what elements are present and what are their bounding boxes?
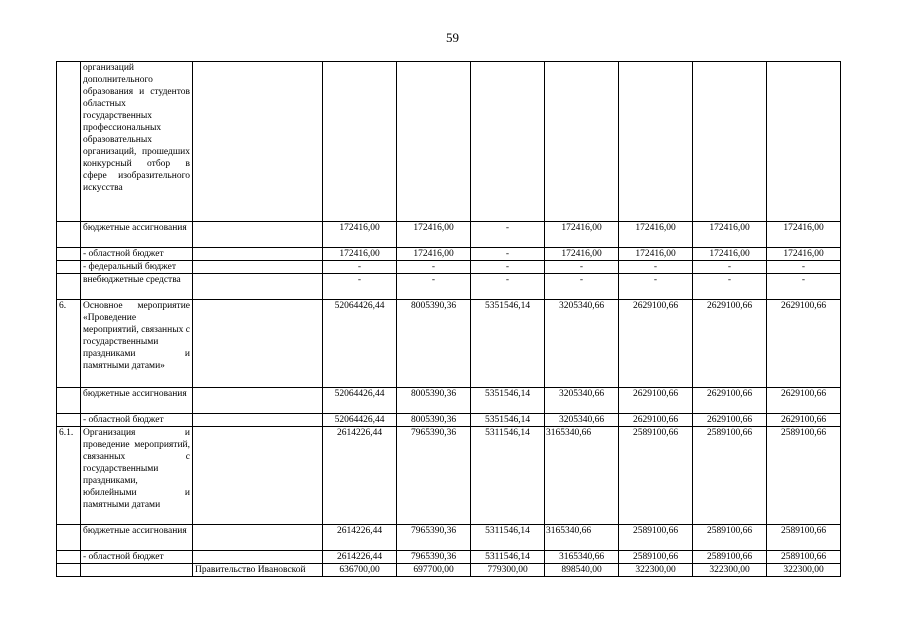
row-description: - федеральный бюджет — [81, 261, 193, 274]
table-cell: - — [619, 274, 693, 300]
table-cell: 172416,00 — [619, 222, 693, 248]
table-cell: 172416,00 — [323, 222, 397, 248]
table-cell: - — [471, 248, 545, 261]
table-cell: 2589100,66 — [619, 525, 693, 551]
table-cell — [619, 62, 693, 222]
table-cell: 52064426,44 — [323, 414, 397, 427]
table-row — [57, 427, 841, 525]
table-cell: - — [767, 274, 841, 300]
table-cell: 2589100,66 — [693, 427, 767, 525]
table-row — [57, 248, 841, 261]
table-row — [57, 261, 841, 274]
table-cell: 2629100,66 — [693, 300, 767, 388]
table-cell: 2629100,66 — [693, 414, 767, 427]
table-cell: 2589100,66 — [619, 551, 693, 564]
row-description: бюджетные ассигнования — [81, 388, 193, 414]
table-cell: - — [693, 261, 767, 274]
table-cell: 172416,00 — [767, 248, 841, 261]
table-cell: - — [397, 274, 471, 300]
table-cell: 8005390,36 — [397, 300, 471, 388]
table-cell — [693, 62, 767, 222]
table-cell: 2589100,66 — [619, 427, 693, 525]
table-cell: 3205340,66 — [545, 414, 619, 427]
table-cell: 322300,00 — [619, 564, 693, 577]
table-cell — [545, 62, 619, 222]
table-cell: 636700,00 — [323, 564, 397, 577]
table-cell: 8005390,36 — [397, 388, 471, 414]
row-description: - областной бюджет — [81, 414, 193, 427]
table-cell: 2614226,44 — [323, 525, 397, 551]
row-number: 6. — [57, 300, 81, 388]
table-cell: 172416,00 — [545, 248, 619, 261]
table-cell: - — [471, 274, 545, 300]
table-cell: 2589100,66 — [693, 551, 767, 564]
table-cell: 2589100,66 — [767, 551, 841, 564]
page-number: 59 — [446, 30, 459, 45]
table-cell: 52064426,44 — [323, 300, 397, 388]
row-description: Основное мероприятие «Проведение мероприятий, связанных с государственными праздниками и памятными датами» — [81, 300, 193, 388]
table-cell: - — [545, 261, 619, 274]
table-cell: 2614226,44 — [323, 551, 397, 564]
table-cell: 2629100,66 — [767, 414, 841, 427]
table-cell: 779300,00 — [471, 564, 545, 577]
table-cell: 52064426,44 — [323, 388, 397, 414]
table-cell: 5351546,14 — [471, 300, 545, 388]
table-row — [57, 300, 841, 388]
table-row — [57, 274, 841, 300]
table-cell: - — [471, 222, 545, 248]
table-cell: - — [397, 261, 471, 274]
table-row — [57, 551, 841, 564]
row-executor — [193, 427, 323, 525]
table-cell: 5351546,14 — [471, 414, 545, 427]
table-cell: 697700,00 — [397, 564, 471, 577]
table-cell: 172416,00 — [323, 248, 397, 261]
row-description: Организация и проведение мероприятий, связанных с государственными праздниками, юбилейными и памятными датами — [81, 427, 193, 525]
table-cell: 2629100,66 — [693, 388, 767, 414]
table-cell: 5311546,14 — [471, 427, 545, 525]
row-executor — [193, 261, 323, 274]
row-description: бюджетные ассигнования — [81, 525, 193, 551]
table-cell: - — [619, 261, 693, 274]
table-cell: 3205340,66 — [545, 388, 619, 414]
table-cell: 2614226,44 — [323, 427, 397, 525]
table-cell: - — [693, 274, 767, 300]
table-cell: 2589100,66 — [693, 525, 767, 551]
row-executor — [193, 551, 323, 564]
row-number — [57, 222, 81, 248]
table-cell: 2629100,66 — [619, 414, 693, 427]
row-number — [57, 564, 81, 577]
table-cell: 172416,00 — [693, 222, 767, 248]
row-description: - областной бюджет — [81, 248, 193, 261]
row-executor — [193, 222, 323, 248]
table-row — [57, 525, 841, 551]
row-number — [57, 274, 81, 300]
table-cell: 2629100,66 — [767, 388, 841, 414]
row-executor — [193, 388, 323, 414]
table-cell: 172416,00 — [397, 222, 471, 248]
table-cell: 172416,00 — [767, 222, 841, 248]
row-executor — [193, 300, 323, 388]
row-executor — [193, 525, 323, 551]
table-cell — [323, 62, 397, 222]
table-cell: - — [323, 274, 397, 300]
table-cell: 2629100,66 — [619, 300, 693, 388]
row-number: 6.1. — [57, 427, 81, 525]
row-number — [57, 551, 81, 564]
table-row — [57, 62, 841, 222]
row-description — [81, 564, 193, 577]
row-executor — [193, 274, 323, 300]
table-cell: 3165340,66 — [545, 525, 619, 551]
table-cell: - — [323, 261, 397, 274]
table-cell: 2589100,66 — [767, 525, 841, 551]
budget-table — [56, 61, 841, 577]
table-cell: 2589100,66 — [767, 427, 841, 525]
table-cell: 172416,00 — [545, 222, 619, 248]
table-cell — [767, 62, 841, 222]
row-number — [57, 414, 81, 427]
table-cell: 172416,00 — [619, 248, 693, 261]
table-cell: 3165340,66 — [545, 427, 619, 525]
row-executor: Правительство Ивановской — [193, 564, 323, 577]
table-row — [57, 414, 841, 427]
table-row — [57, 388, 841, 414]
table-cell: 2629100,66 — [619, 388, 693, 414]
table-cell: 172416,00 — [693, 248, 767, 261]
row-executor — [193, 414, 323, 427]
table-cell: 5311546,14 — [471, 551, 545, 564]
table-cell: 7965390,36 — [397, 427, 471, 525]
table-cell: 2629100,66 — [767, 300, 841, 388]
table-cell: 322300,00 — [693, 564, 767, 577]
row-description: организаций дополнительного образования и студентов областных государственных профессиональных образовательных организаций, прошедших конкурсный отбор в сфере изобразительного искусства — [81, 62, 193, 222]
row-number — [57, 261, 81, 274]
row-executor — [193, 248, 323, 261]
row-number — [57, 62, 81, 222]
table-cell: 898540,00 — [545, 564, 619, 577]
row-description: бюджетные ассигнования — [81, 222, 193, 248]
row-description: - областной бюджет — [81, 551, 193, 564]
table-cell: - — [545, 274, 619, 300]
row-description: внебюджетные средства — [81, 274, 193, 300]
row-number — [57, 248, 81, 261]
table-cell — [471, 62, 545, 222]
table-cell: - — [471, 261, 545, 274]
table-cell: 3165340,66 — [545, 551, 619, 564]
table-cell: 172416,00 — [397, 248, 471, 261]
table-cell: 7965390,36 — [397, 551, 471, 564]
table-cell: 8005390,36 — [397, 414, 471, 427]
row-executor — [193, 62, 323, 222]
table-cell: 5311546,14 — [471, 525, 545, 551]
table-cell: 322300,00 — [767, 564, 841, 577]
row-number — [57, 525, 81, 551]
table-row — [57, 222, 841, 248]
table-cell: 5351546,14 — [471, 388, 545, 414]
table-cell: - — [767, 261, 841, 274]
table-cell — [397, 62, 471, 222]
row-number — [57, 388, 81, 414]
table-cell: 7965390,36 — [397, 525, 471, 551]
table-cell: 3205340,66 — [545, 300, 619, 388]
table-row — [57, 564, 841, 577]
